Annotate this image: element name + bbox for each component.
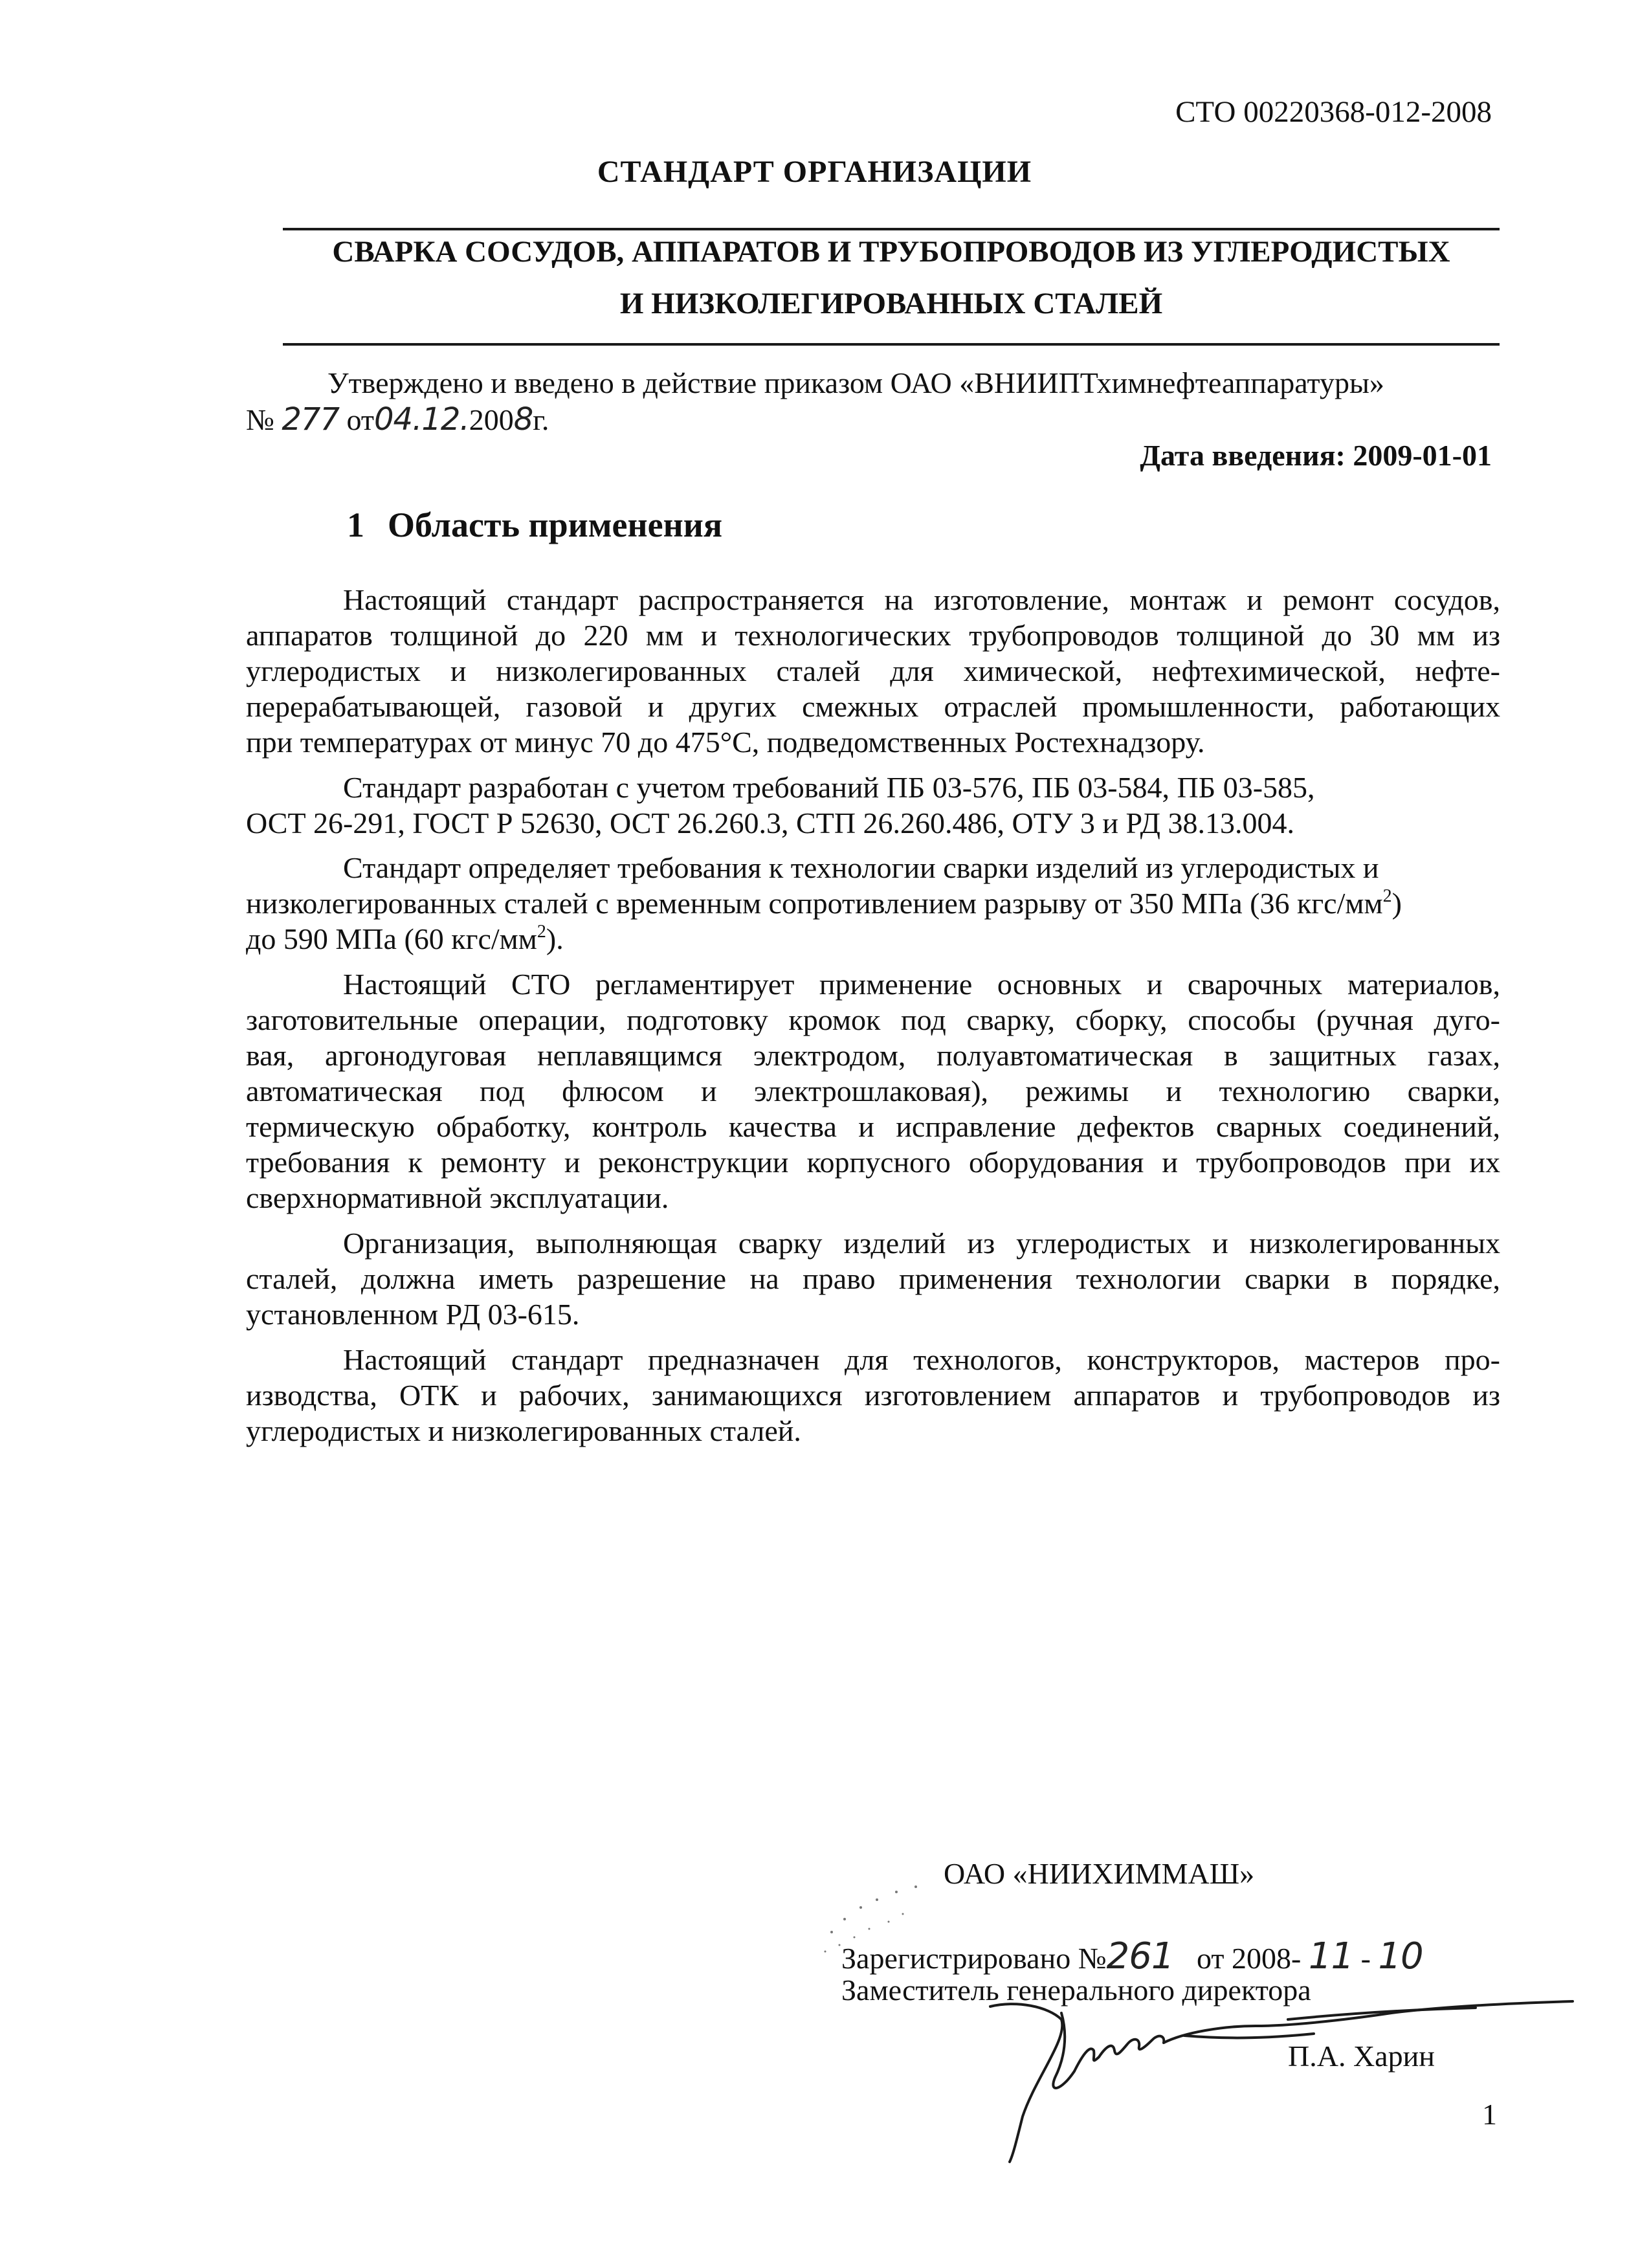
line-text: до 590 МПа (60 кгс/мм bbox=[246, 922, 537, 955]
order-date-handwritten: 04.12. bbox=[374, 401, 469, 438]
paragraph-line: Стандарт разработан с учетом требований ПБ 03-576, ПБ 03-584, ПБ 03-585, bbox=[343, 771, 1315, 804]
paragraph-line: ОСТ 26-291, ГОСТ Р 52630, ОСТ 26.260.3, СТП 26.260.486, ОТУ 3 и РД 38.13.004. bbox=[246, 806, 1295, 839]
approval-order-line bbox=[246, 401, 549, 438]
paragraph-line: Организация, выполняющая сварку изделий из углеродистых и низколегированных bbox=[343, 1227, 1500, 1260]
order-year-suffix: г. bbox=[533, 403, 549, 436]
document-code: СТО 00220368-012-2008 bbox=[1175, 95, 1492, 129]
section-heading bbox=[347, 505, 722, 545]
paragraph-line bbox=[246, 922, 564, 956]
document-title-line-2: И НИЗКОЛЕГИРОВАННЫХ СТАЛЕЙ bbox=[619, 287, 1163, 320]
line-text-end: ). bbox=[546, 922, 564, 955]
paragraph-line: термическую обработку, контроль качества и исправление дефектов сварных соединений, bbox=[246, 1110, 1500, 1143]
paragraph-line: перерабатывающей, газовой и других смежных отраслей промышленности, работающих bbox=[246, 690, 1500, 723]
section-title: Область применения bbox=[388, 506, 723, 544]
signatory-name: П.А. Харин bbox=[1288, 2040, 1435, 2073]
paragraph-line: углеродистых и низколегированных сталей. bbox=[246, 1414, 801, 1447]
title-bottom-rule bbox=[283, 343, 1500, 346]
document-title-line-1: СВАРКА СОСУДОВ, АППАРАТОВ И ТРУБОПРОВОДОВ ИЗ УГЛЕРОДИСТЫХ bbox=[332, 235, 1450, 269]
paragraph-line: требования к ремонту и реконструкции корпусного оборудования и трубопроводов при их bbox=[246, 1146, 1500, 1179]
paragraph-line: заготовительные операции, подготовку кромок под сварку, сборку, способы (ручная дуго- bbox=[246, 1003, 1500, 1036]
paragraph-line: Стандарт определяет требования к технологии сварки изделий из углеродистых и bbox=[343, 851, 1379, 884]
organization-standard-heading: СТАНДАРТ ОРГАНИЗАЦИИ bbox=[597, 155, 1032, 189]
line-text-end: ) bbox=[1391, 887, 1402, 920]
order-date-prefix: от bbox=[346, 403, 375, 436]
introduction-date: Дата введения: 2009-01-01 bbox=[1140, 439, 1492, 472]
paragraph-line: сталей, должна иметь разрешение на право применения технологии сварки в порядке, bbox=[246, 1262, 1500, 1295]
order-number-handwritten: 277 bbox=[282, 401, 340, 438]
registration-date-prefix: от 2008- bbox=[1197, 1942, 1302, 1975]
paragraph-line bbox=[246, 886, 1402, 920]
registration-line bbox=[841, 1935, 1423, 1977]
paragraph-line: аппаратов толщиной до 220 мм и технологических трубопроводов толщиной до 30 мм из bbox=[246, 619, 1500, 652]
registration-date-separator: - bbox=[1360, 1942, 1371, 1975]
paragraph-line: установленном РД 03-615. bbox=[246, 1298, 580, 1331]
superscript-exponent: 2 bbox=[537, 922, 546, 942]
handwritten-signature bbox=[951, 1974, 1586, 2168]
registration-number-handwritten: 261 bbox=[1106, 1935, 1174, 1977]
superscript-exponent: 2 bbox=[1382, 886, 1392, 906]
paragraph-line: автоматическая под флюсом и электрошлаковая), режимы и технологию сварки, bbox=[246, 1074, 1500, 1107]
approval-statement: Утверждено и введено в действие приказом ОАО «ВНИИПТхимнефтеаппаратуры» bbox=[327, 366, 1384, 399]
registration-day-handwritten: 10 bbox=[1378, 1935, 1423, 1977]
registration-month-handwritten: 11 bbox=[1308, 1935, 1354, 1977]
paragraph-line: углеродистых и низколегированных сталей для химической, нефтехимической, нефте- bbox=[246, 654, 1500, 687]
paragraph-line: сверхнормативной эксплуатации. bbox=[246, 1181, 669, 1214]
signatory-position: Заместитель генерального директора bbox=[841, 1973, 1311, 2007]
order-number-prefix: № bbox=[246, 403, 274, 436]
paragraph-line: Настоящий стандарт распространяется на изготовление, монтаж и ремонт сосудов, bbox=[343, 583, 1500, 616]
registration-label: Зарегистрировано № bbox=[841, 1942, 1107, 1975]
section-number: 1 bbox=[347, 506, 364, 544]
paragraph-line: изводства, ОТК и рабочих, занимающихся изготовлением аппаратов и трубопроводов из bbox=[246, 1379, 1500, 1412]
registering-organization: ОАО «НИИХИММАШ» bbox=[944, 1857, 1255, 1890]
paragraph-line: Настоящий стандарт предназначен для технологов, конструкторов, мастеров про- bbox=[343, 1343, 1500, 1376]
title-top-rule bbox=[283, 228, 1500, 230]
page-number: 1 bbox=[1482, 2098, 1497, 2131]
paragraph-line: при температурах от минус 70 до 475°С, подведомственных Ростехнадзору. bbox=[246, 726, 1205, 759]
paragraph-line: Настоящий СТО регламентирует применение основных и сварочных материалов, bbox=[343, 968, 1500, 1001]
order-year-printed: 200 bbox=[469, 403, 514, 436]
paragraph-line: вая, аргонодуговая неплавящимся электродом, полуавтоматическая в защитных газах, bbox=[246, 1039, 1500, 1072]
order-year-handwritten: 8 bbox=[513, 401, 533, 438]
line-text: низколегированных сталей с временным сопротивлением разрыву от 350 МПа (36 кгс/мм bbox=[246, 887, 1383, 920]
